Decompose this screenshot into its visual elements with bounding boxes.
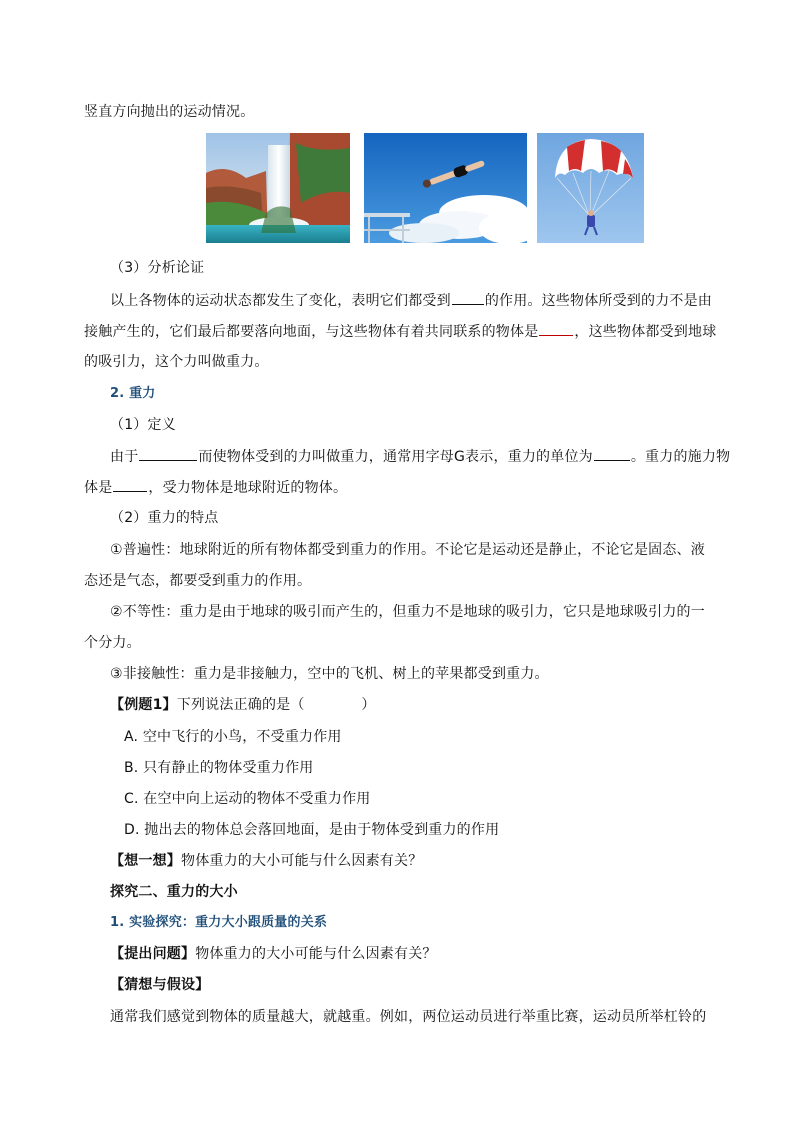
hypothesis-heading: 【猜想与假设】 — [110, 977, 210, 993]
question-label: 【提出问题】 — [110, 946, 196, 962]
last-paragraph-line: 通常我们感觉到物体的质量越大，就越重。例如，两位运动员进行举重比赛，运动员所举杠铃的 — [110, 1009, 707, 1025]
def-text-d: 体是 — [84, 480, 113, 496]
feature-inequality-line2: 个分力。 — [84, 635, 141, 651]
definition-line1 — [110, 446, 730, 467]
s3-paragraph-line1 — [110, 290, 712, 311]
def-text-e: ，受力物体是地球附近的物体。 — [148, 480, 348, 496]
option-a[interactable]: A. 空中飞行的小鸟，不受重力作用 — [124, 729, 342, 745]
definition-line2 — [84, 477, 347, 498]
parachute-image — [537, 133, 644, 243]
def-text-c: 。重力的施力物 — [630, 449, 731, 465]
s3-text-d: ，这些物体都受到地球 — [574, 324, 717, 340]
fill-blank[interactable] — [539, 321, 573, 336]
example-label: 【例题1】 — [110, 697, 177, 713]
option-b[interactable]: B. 只有静止的物体受重力作用 — [124, 760, 314, 776]
waterfall-image — [206, 133, 350, 243]
features-title: （2）重力的特点 — [110, 510, 219, 526]
gravity-heading: 2. 重力 — [110, 386, 156, 401]
diver-image — [364, 133, 527, 243]
option-c[interactable]: C. 在空中向上运动的物体不受重力作用 — [124, 791, 371, 807]
s3-paragraph-line3: 的吸引力，这个力叫做重力。 — [84, 354, 269, 370]
s3-text-b: 的作用。这些物体所受到的力不是由 — [484, 293, 713, 309]
think-line — [110, 851, 422, 871]
question-text: 物体重力的大小可能与什么因素有关？ — [195, 946, 437, 962]
feature-universality-line1: ①普遍性：地球附近的所有物体都受到重力的作用。不论它是运动还是静止，不论它是固态、液 — [110, 542, 705, 558]
experiment-heading: 1. 实验探究：重力大小跟质量的关系 — [110, 915, 328, 930]
fill-blank[interactable] — [113, 477, 147, 492]
think-label: 【想一想】 — [110, 853, 181, 869]
explore-two-heading: 探究二、重力的大小 — [110, 884, 238, 900]
def-text-b: 而使物体受到的力叫做重力，通常用字母G表示，重力的单位为 — [198, 449, 593, 465]
intro-text: 竖直方向抛出的运动情况。 — [84, 104, 255, 120]
s3-title: （3）分析论证 — [110, 260, 205, 276]
example-question — [110, 695, 376, 715]
s3-paragraph-line2 — [84, 321, 716, 342]
example-question-text: 下列说法正确的是（ ） — [176, 697, 376, 713]
option-d[interactable]: D. 抛出去的物体总会落回地面，是由于物体受到重力的作用 — [124, 822, 500, 838]
fill-blank[interactable] — [452, 290, 484, 305]
definition-title: （1）定义 — [110, 417, 176, 433]
fill-blank[interactable] — [139, 446, 197, 461]
feature-noncontact: ③非接触性：重力是非接触力，空中的飞机、树上的苹果都受到重力。 — [110, 666, 549, 682]
waterfall-photo-icon — [206, 133, 350, 243]
s3-text-a: 以上各物体的运动状态都发生了变化，表明它们都受到 — [110, 293, 451, 309]
question-line — [110, 944, 437, 964]
def-text-a: 由于 — [110, 449, 139, 465]
diver-photo-icon — [364, 133, 527, 243]
feature-inequality-line1: ②不等性：重力是由于地球的吸引而产生的，但重力不是地球的吸引力，它只是地球吸引力的一 — [110, 604, 705, 620]
fill-blank[interactable] — [594, 446, 630, 461]
feature-universality-line2: 态还是气态，都要受到重力的作用。 — [84, 573, 312, 589]
parachute-photo-icon — [537, 133, 644, 243]
s3-text-c: 接触产生的，它们最后都要落向地面，与这些物体有着共同联系的物体是 — [84, 324, 539, 340]
think-text: 物体重力的大小可能与什么因素有关？ — [181, 853, 423, 869]
